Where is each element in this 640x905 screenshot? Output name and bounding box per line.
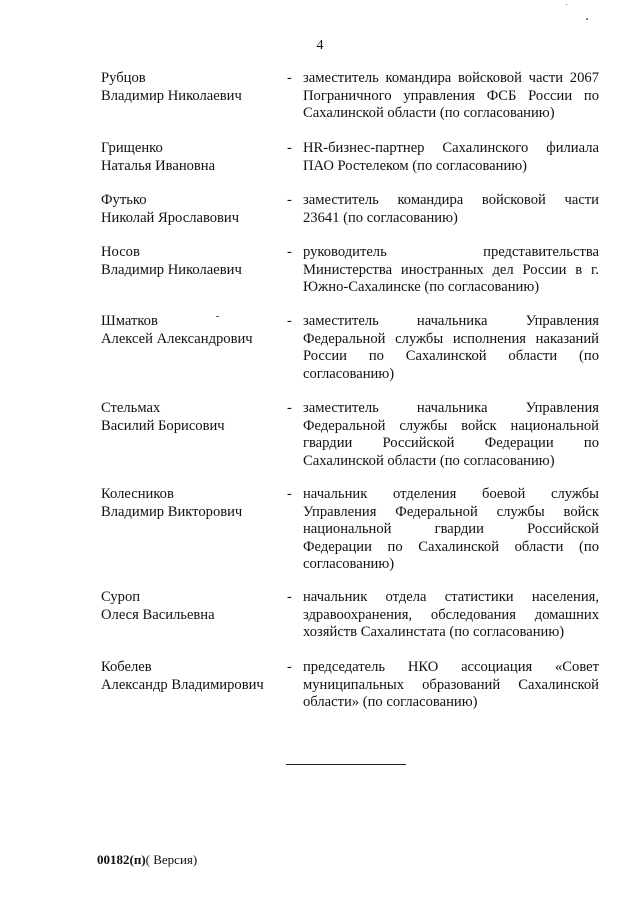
member-given-name: Алексей Александрович — [101, 330, 253, 347]
position-line: Управления Федеральной службы войск — [303, 503, 599, 520]
position-line: национальной гвардии Российской — [303, 521, 599, 537]
member-position — [303, 244, 599, 297]
position-line: председатель НКО ассоциация «Совет — [303, 659, 599, 675]
member-given-name: Владимир Николаевич — [101, 87, 242, 104]
dash-separator: - — [287, 486, 292, 502]
position-line: Федеральной службы исполнения наказаний — [303, 330, 599, 347]
document-version: ( Версия) — [145, 852, 198, 867]
member-name — [101, 400, 281, 435]
position-line: гвардии Российской Федерации по — [303, 435, 599, 451]
member-surname: Грищенко — [101, 140, 163, 156]
member-position — [303, 486, 599, 574]
position-line: согласованию) — [303, 556, 395, 572]
member-surname: Футько — [101, 192, 147, 208]
member-surname: Стельмах — [101, 400, 161, 416]
scan-speck — [586, 18, 588, 20]
member-position — [303, 70, 599, 123]
member-name — [101, 486, 281, 521]
member-position — [303, 589, 599, 642]
member-given-name: Олеся Васильевна — [101, 606, 215, 623]
member-name — [101, 659, 281, 694]
member-given-name: Николай Ярославович — [101, 209, 240, 226]
dash-separator: - — [287, 589, 292, 605]
member-position — [303, 313, 599, 383]
member-name — [101, 313, 281, 348]
member-name — [101, 192, 281, 227]
dash-separator: - — [287, 140, 292, 156]
position-line: Сахалинской области (по согласованию) — [303, 105, 555, 121]
member-surname: Суроп — [101, 589, 141, 605]
member-given-name: Владимир Николаевич — [101, 261, 242, 278]
dash-separator: - — [287, 244, 292, 260]
position-line: России по Сахалинской области (по — [303, 348, 599, 364]
member-given-name: Василий Борисович — [101, 417, 225, 434]
dash-separator: - — [287, 313, 292, 329]
scan-speck — [216, 316, 219, 317]
position-line: начальник отдела статистики населения, — [303, 589, 599, 605]
position-line: Федеральной службы войск национальной — [303, 417, 599, 434]
position-line: Федерации по Сахалинской области (по — [303, 538, 599, 555]
member-position — [303, 192, 599, 227]
member-name — [101, 244, 281, 279]
member-surname: Носов — [101, 244, 140, 260]
position-line: заместитель начальника Управления — [303, 400, 599, 416]
position-line: заместитель начальника Управления — [303, 313, 599, 329]
position-line: Министерства иностранных дел России в г. — [303, 261, 599, 278]
dash-separator: - — [287, 400, 292, 416]
member-surname: Колесников — [101, 486, 174, 502]
member-position — [303, 140, 599, 175]
position-line: ПАО Ростелеком (по согласованию) — [303, 157, 528, 174]
end-of-list-divider — [286, 764, 406, 765]
scan-speck — [566, 4, 567, 5]
member-given-name: Наталья Ивановна — [101, 157, 216, 174]
position-line: Пограничного управления ФСБ России по — [303, 87, 599, 104]
member-name — [101, 589, 281, 624]
dash-separator: - — [287, 659, 292, 675]
position-line: области» (по согласованию) — [303, 694, 478, 710]
position-line: руководитель представительства — [303, 244, 599, 260]
position-line: 23641 (по согласованию) — [303, 209, 458, 226]
document-number: 00182(п) — [97, 852, 146, 867]
dash-separator: - — [287, 70, 292, 86]
page-number: 4 — [316, 38, 324, 53]
position-line: заместитель командира войсковой части 2067 — [303, 70, 599, 86]
position-line: здравоохранения, обследования домашних — [303, 606, 599, 623]
member-name — [101, 140, 281, 175]
position-line: муниципальных образований Сахалинской — [303, 676, 599, 693]
position-line: заместитель командира войсковой части — [303, 192, 599, 208]
position-line: HR-бизнес-партнер Сахалинского филиала — [303, 140, 599, 156]
document-code — [97, 852, 197, 868]
member-surname: Рубцов — [101, 70, 146, 86]
member-name — [101, 70, 281, 105]
member-given-name: Александр Владимирович — [101, 676, 264, 693]
member-surname: Шматков — [101, 313, 158, 329]
member-given-name: Владимир Викторович — [101, 503, 243, 520]
position-line: согласованию) — [303, 365, 395, 382]
dash-separator: - — [287, 192, 292, 208]
position-line: Южно-Сахалинске (по согласованию) — [303, 279, 540, 295]
position-line: Сахалинской области (по согласованию) — [303, 452, 555, 469]
position-line: хозяйств Сахалинстата (по согласованию) — [303, 624, 565, 640]
member-position — [303, 400, 599, 470]
member-position — [303, 659, 599, 712]
member-surname: Кобелев — [101, 659, 152, 675]
position-line: начальник отделения боевой службы — [303, 486, 599, 502]
